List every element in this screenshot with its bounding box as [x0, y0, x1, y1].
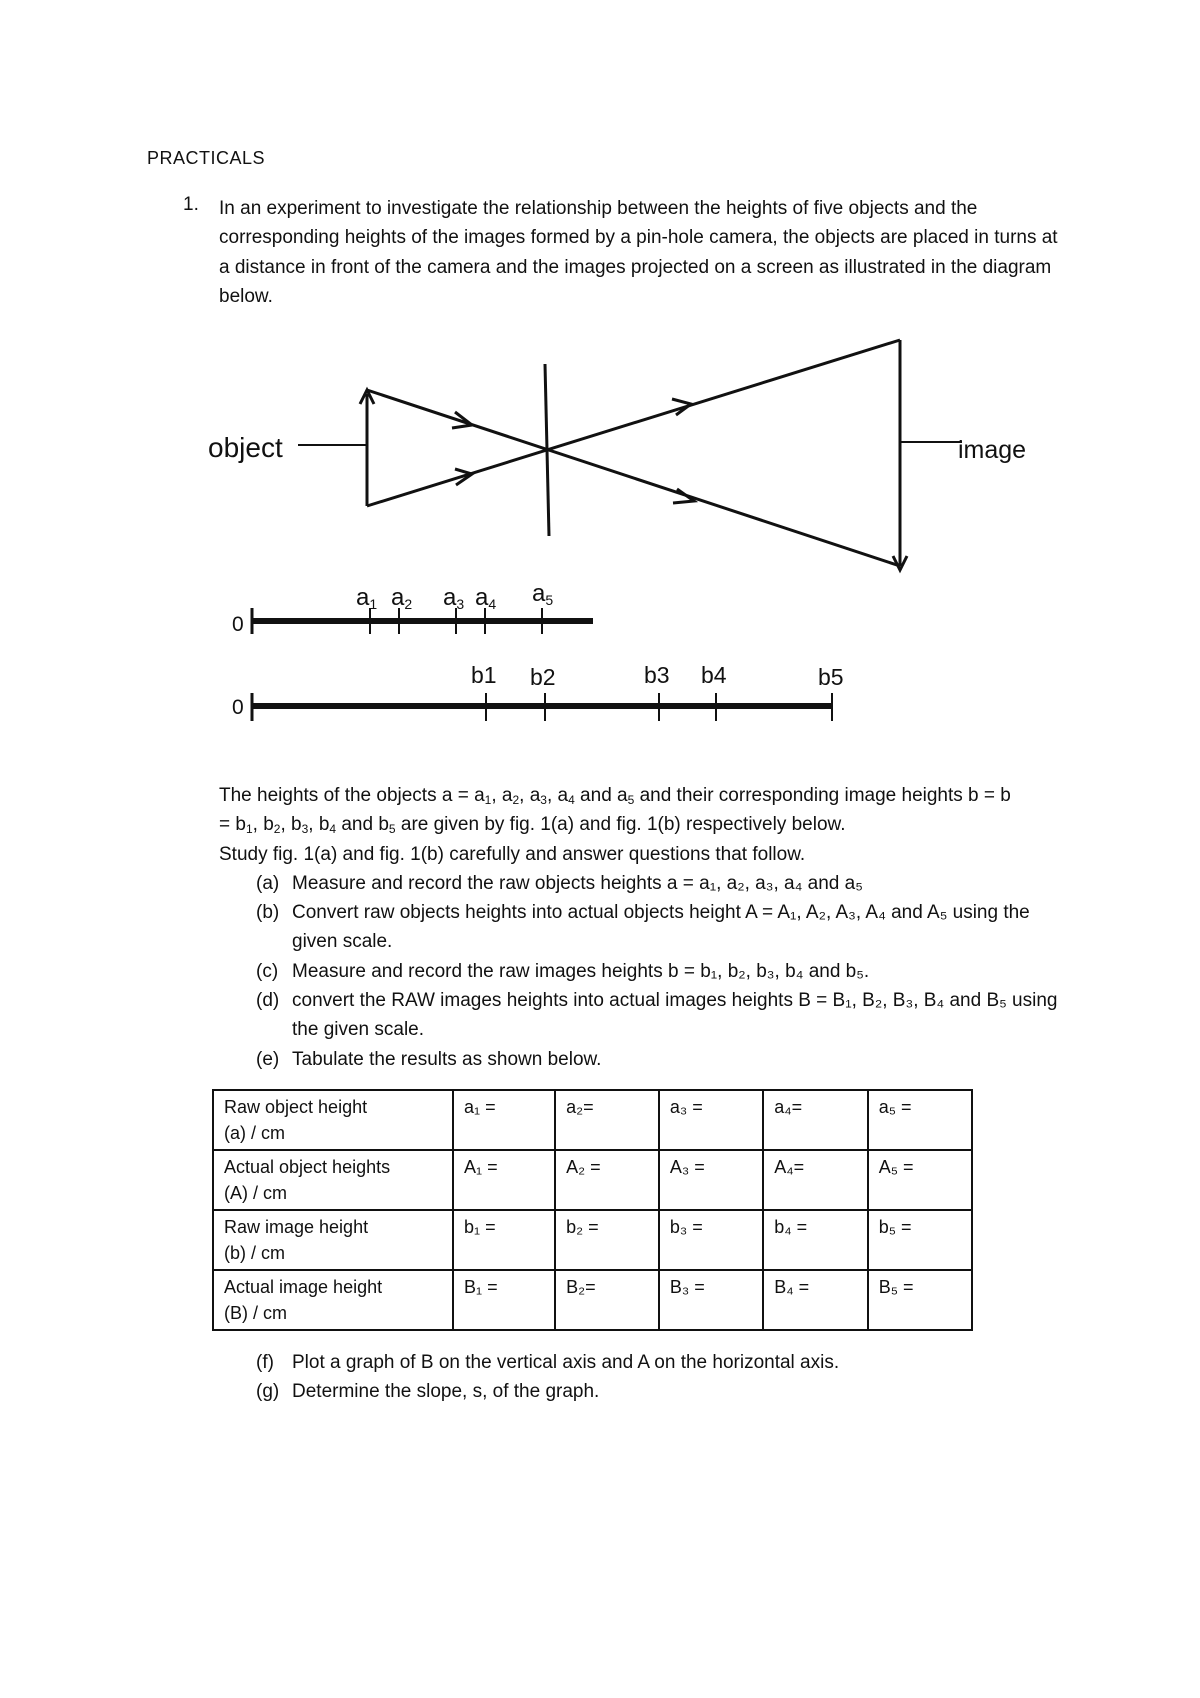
table-cell[interactable]: B₅ = [868, 1270, 972, 1330]
intro-paragraph: In an experiment to investigate the relationship between the heights of five objects and the corresponding heights of the images formed by a pin-hole camera, the objects are placed in turns at a distance in front of the camera and the images projected on a screen as illustrated in the diagram below. [219, 198, 1058, 307]
scale-a-label-5: a5 [532, 580, 554, 608]
scale-b-label-5: b5 [818, 664, 844, 690]
row-header: Actual object heights (A) / cm [213, 1150, 453, 1210]
scale-b-label-3: b3 [644, 662, 670, 688]
pinhole-diagram [0, 0, 1200, 760]
scale-a-label-4: a4 [475, 584, 497, 612]
table-cell[interactable]: a₅ = [868, 1090, 972, 1150]
table-row [213, 1150, 972, 1210]
part-c: (c) Measure and record the raw images heights b = b₁, b₂, b₃, b₄ and b₅. [256, 960, 870, 982]
table-cell[interactable]: b₅ = [868, 1210, 972, 1270]
scale-b-label-1: b1 [471, 662, 497, 688]
table-cell[interactable]: A₂ = [555, 1150, 659, 1210]
table-cell[interactable]: A₃ = [659, 1150, 763, 1210]
scale-a-label-3: a3 [443, 584, 465, 612]
table-cell[interactable]: A₁ = [453, 1150, 555, 1210]
table-cell[interactable]: a₁ = [453, 1090, 555, 1150]
figure-line-1: The heights of the objects $a = a_1$, $a_2$, $a_3$, $a_4$ and $a_5$ and their corresponding image heights b = b [219, 785, 1011, 807]
results-table [212, 1089, 973, 1331]
scale-a-label-2: a2 [391, 584, 413, 612]
table-cell[interactable]: B₃ = [659, 1270, 763, 1330]
table-cell[interactable]: B₄ = [763, 1270, 867, 1330]
scale-a [252, 608, 593, 634]
scale-a-label-1: a1 [356, 584, 378, 612]
ray-top [367, 390, 900, 566]
table-cell[interactable]: B₁ = [453, 1270, 555, 1330]
table-cell[interactable]: b₄ = [763, 1210, 867, 1270]
ray-bottom [367, 340, 900, 506]
table-cell[interactable]: a₃ = [659, 1090, 763, 1150]
table-row [213, 1090, 972, 1150]
page-heading: PRACTICALS [147, 148, 266, 168]
part-g: (g) Determine the slope, s, of the graph. [256, 1381, 600, 1403]
table-cell[interactable]: a₄= [763, 1090, 867, 1150]
figure-description [219, 781, 1069, 1074]
table-cell[interactable]: A₄= [763, 1150, 867, 1210]
row-header: Raw image height (b) / cm [213, 1210, 453, 1270]
row-header: Actual image height (B) / cm [213, 1270, 453, 1330]
scale-a-zero: 0 [232, 613, 244, 636]
table-cell[interactable]: B₂= [555, 1270, 659, 1330]
table-row [213, 1210, 972, 1270]
scale-b-label-2: b2 [530, 664, 556, 690]
scale-b-label-4: b4 [701, 662, 727, 688]
table-cell[interactable]: b₂ = [555, 1210, 659, 1270]
table-cell[interactable]: A₅ = [868, 1150, 972, 1210]
scale-b [252, 693, 832, 721]
object-label: object [208, 432, 283, 463]
table-cell[interactable]: b₁ = [453, 1210, 555, 1270]
part-a: (a) Measure and record the raw objects heights a = a₁, a₂, a₃, a₄ and a₅ [256, 872, 863, 894]
part-f: (f) Plot a graph of B on the vertical axis and A on the horizontal axis. [256, 1352, 840, 1373]
part-d: (d) convert the RAW images heights into actual images heights B = B₁, B₂, B₃, B₄ and B₅ using the given scale. [256, 990, 1058, 1041]
table-cell[interactable]: b₃ = [659, 1210, 763, 1270]
part-b: (b) Convert raw objects heights into actual objects height A = A₁, A₂, A₃, A₄ and A₅ using the given scale. [256, 902, 1030, 953]
table-cell[interactable]: a₂= [555, 1090, 659, 1150]
figure-line-2: = $b_1$, $b_2$, $b_3$, $b_4$ and $b_5$ are given by fig. 1(a) and fig. 1(b) respectively below. [219, 814, 846, 837]
question-parts-after-table [219, 1348, 1069, 1407]
row-header: Raw object height (a) / cm [213, 1090, 453, 1150]
table-row [213, 1270, 972, 1330]
image-label: image [958, 436, 1027, 464]
scale-b-zero: 0 [232, 696, 244, 719]
figure-line-3: Study fig. 1(a) and fig. 1(b) carefully and answer questions that follow. [219, 843, 806, 865]
part-e: (e) Tabulate the results as shown below. [256, 1048, 602, 1070]
question-number: 1. [183, 194, 199, 215]
question-parts [219, 869, 1069, 1074]
